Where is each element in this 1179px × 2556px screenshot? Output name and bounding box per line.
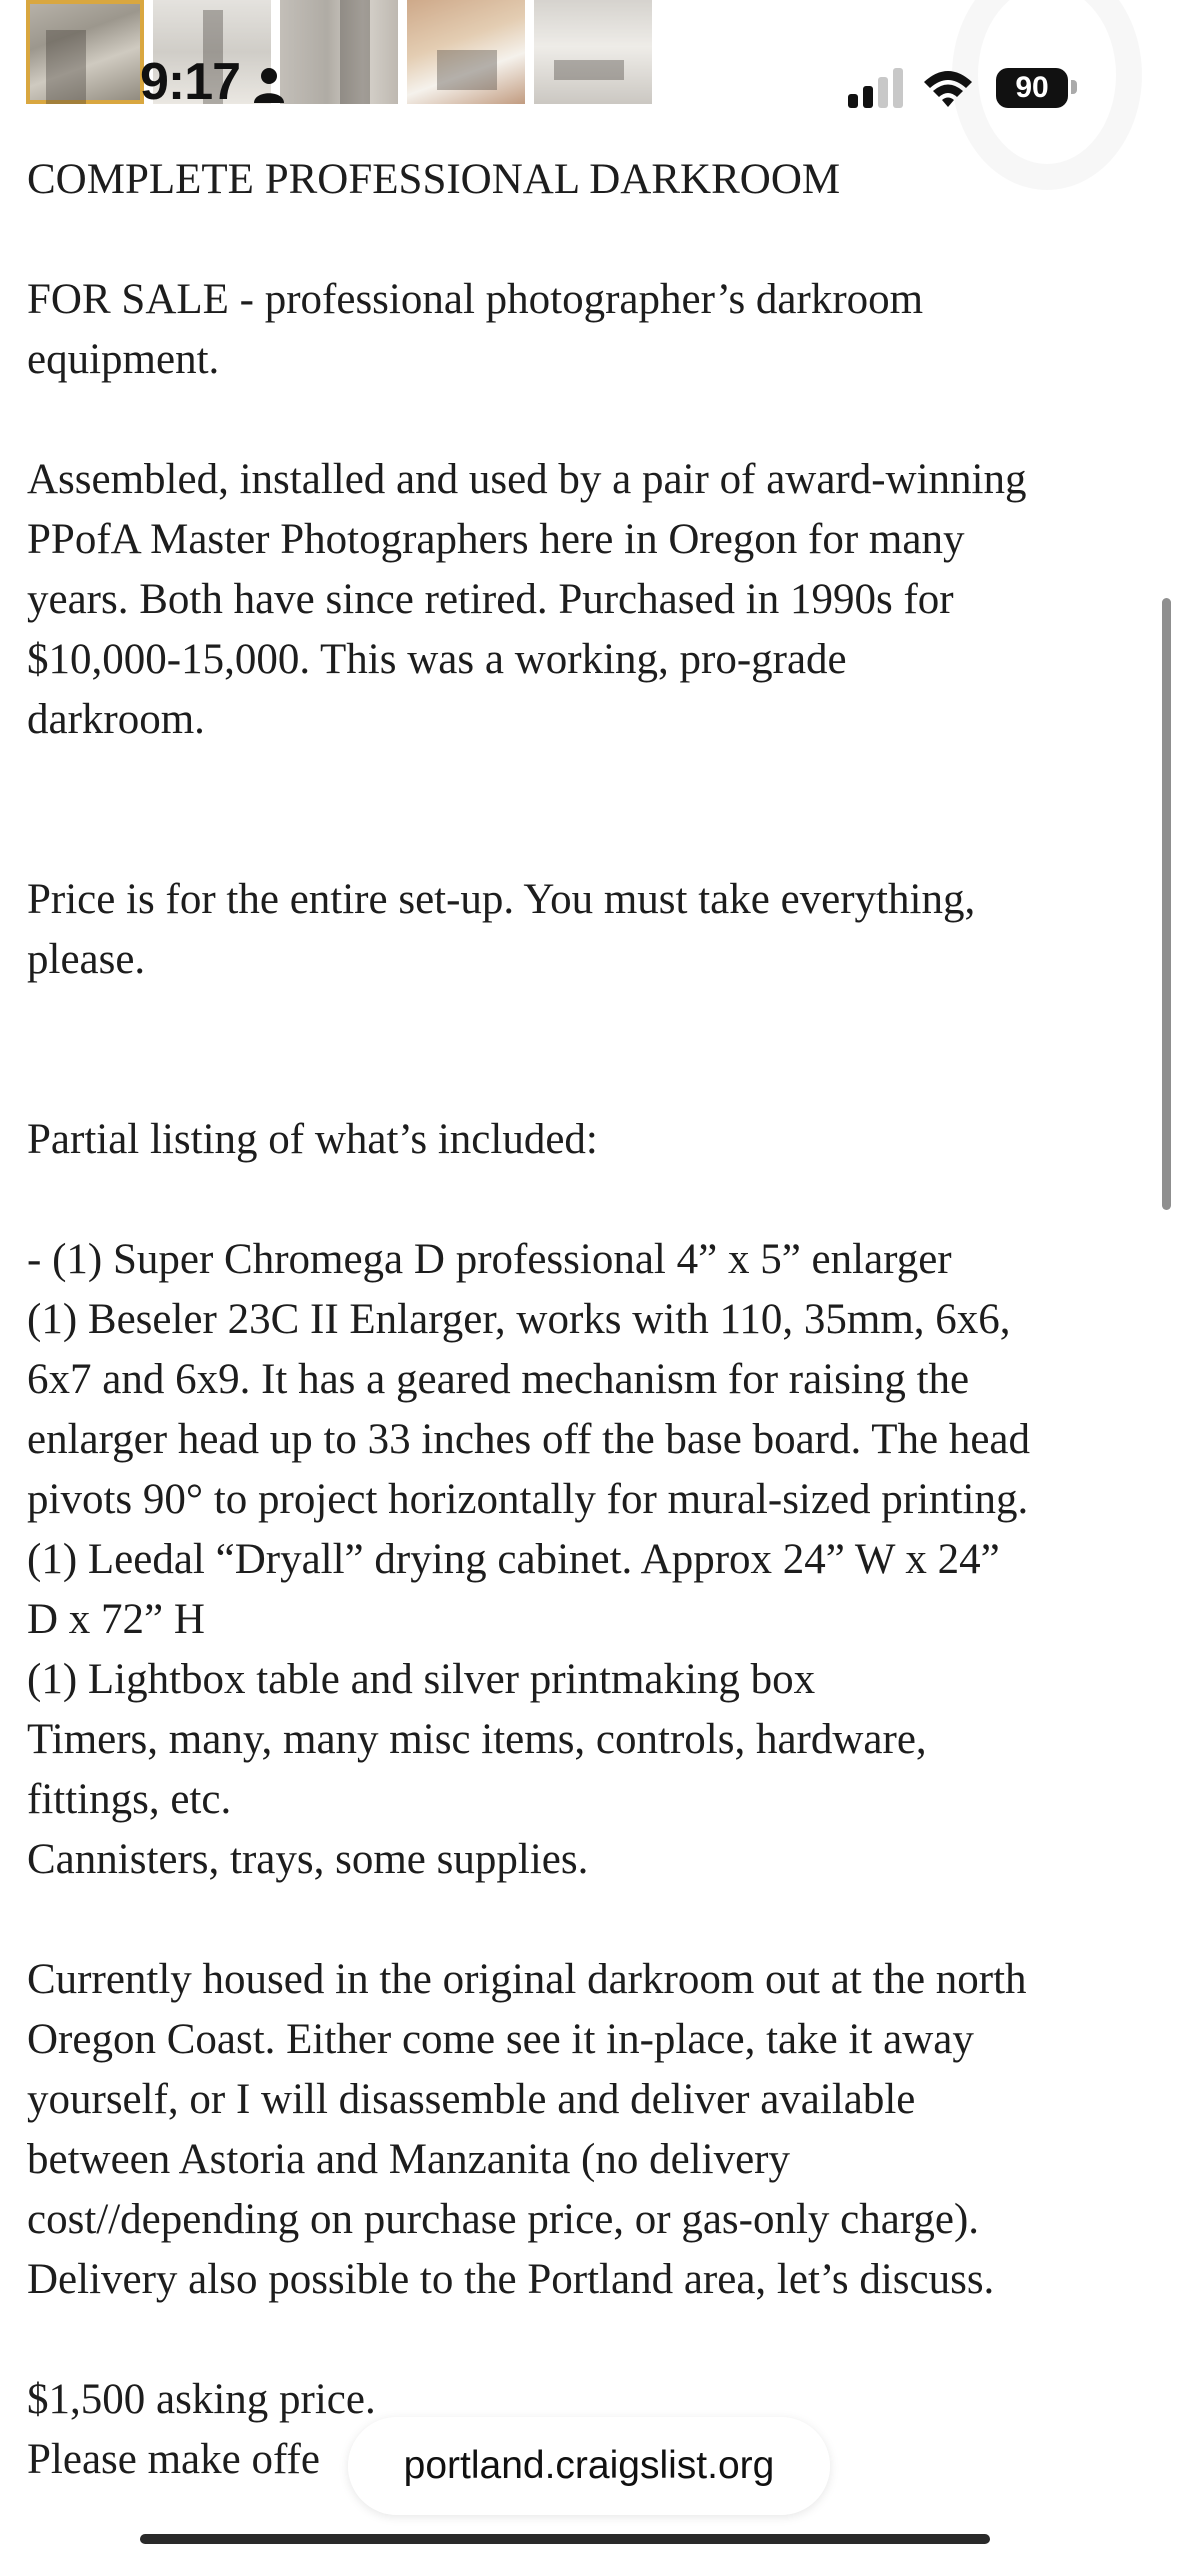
thumbnail-3[interactable] bbox=[280, 0, 398, 104]
listing-line: yourself, or I will disassemble and deliver available bbox=[27, 2076, 916, 2123]
listing-line: D x 72” H bbox=[27, 1596, 205, 1643]
listing-line: pivots 90° to project horizontally for mural-sized printing. bbox=[27, 1476, 1029, 1523]
status-indicators bbox=[846, 66, 1086, 110]
thumbnail-5[interactable] bbox=[534, 0, 652, 104]
listing-line: Cannisters, trays, some supplies. bbox=[27, 1836, 589, 1883]
address-bar[interactable]: portland.craigslist.org bbox=[348, 2417, 830, 2515]
listing-line: Price is for the entire set-up. You must take everything, bbox=[27, 876, 976, 923]
listing-line: Oregon Coast. Either come see it in-place, take it away bbox=[27, 2016, 974, 2063]
listing-line: cost//depending on purchase price, or gas-only charge). bbox=[27, 2196, 980, 2243]
listing-line: years. Both have since retired. Purchased in 1990s for bbox=[27, 576, 954, 623]
listing-line: Timers, many, many misc items, controls, hardware, bbox=[27, 1716, 927, 1763]
scrollbar[interactable] bbox=[1162, 598, 1171, 1210]
listing-line: $1,500 asking price. bbox=[27, 2376, 376, 2423]
listing-line: fittings, etc. bbox=[27, 1776, 232, 1823]
listing-line: PPofA Master Photographers here in Oregon for many bbox=[27, 516, 965, 563]
listing-line: Partial listing of what’s included: bbox=[27, 1116, 598, 1163]
home-indicator[interactable] bbox=[140, 2534, 990, 2544]
listing-line: Assembled, installed and used by a pair of award-winning bbox=[27, 456, 1027, 503]
listing-line: equipment. bbox=[27, 336, 220, 383]
listing-line: - (1) Super Chromega D professional 4” x 5” enlarger bbox=[27, 1236, 952, 1283]
listing-line: between Astoria and Manzanita (no delivery bbox=[27, 2136, 790, 2183]
listing-line: enlarger head up to 33 inches off the base board. The head bbox=[27, 1416, 1030, 1463]
listing-line: (1) Beseler 23C II Enlarger, works with 110, 35mm, 6x6, bbox=[27, 1296, 1011, 1343]
thumbnail-4[interactable] bbox=[407, 0, 525, 104]
listing-line: 6x7 and 6x9. It has a geared mechanism for raising the bbox=[27, 1356, 970, 1403]
person-icon bbox=[252, 66, 286, 104]
listing-line: FOR SALE - professional photographer’s darkroom bbox=[27, 276, 924, 323]
wifi-icon bbox=[920, 66, 976, 110]
listing-line: (1) Lightbox table and silver printmaking box bbox=[27, 1656, 816, 1703]
listing-line: Please make offe bbox=[27, 2436, 320, 2483]
status-time: 9:17 bbox=[140, 53, 241, 111]
listing-line: (1) Leedal “Dryall” drying cabinet. Approx 24” W x 24” bbox=[27, 1536, 1000, 1583]
listing-line: darkroom. bbox=[27, 696, 205, 743]
listing-line: $10,000-15,000. This was a working, pro-grade bbox=[27, 636, 847, 683]
signal-icon bbox=[846, 66, 906, 110]
listing-line: please. bbox=[27, 936, 146, 983]
listing-line: Currently housed in the original darkroom out at the north bbox=[27, 1956, 1027, 2003]
listing-body bbox=[27, 150, 1167, 2490]
battery-cap bbox=[1071, 80, 1077, 94]
listing-title: COMPLETE PROFESSIONAL DARKROOM bbox=[27, 156, 841, 203]
thumbnail-1[interactable] bbox=[26, 0, 144, 104]
listing-line: Delivery also possible to the Portland area, let’s discuss. bbox=[27, 2256, 995, 2303]
battery-icon: 90 bbox=[996, 68, 1068, 108]
